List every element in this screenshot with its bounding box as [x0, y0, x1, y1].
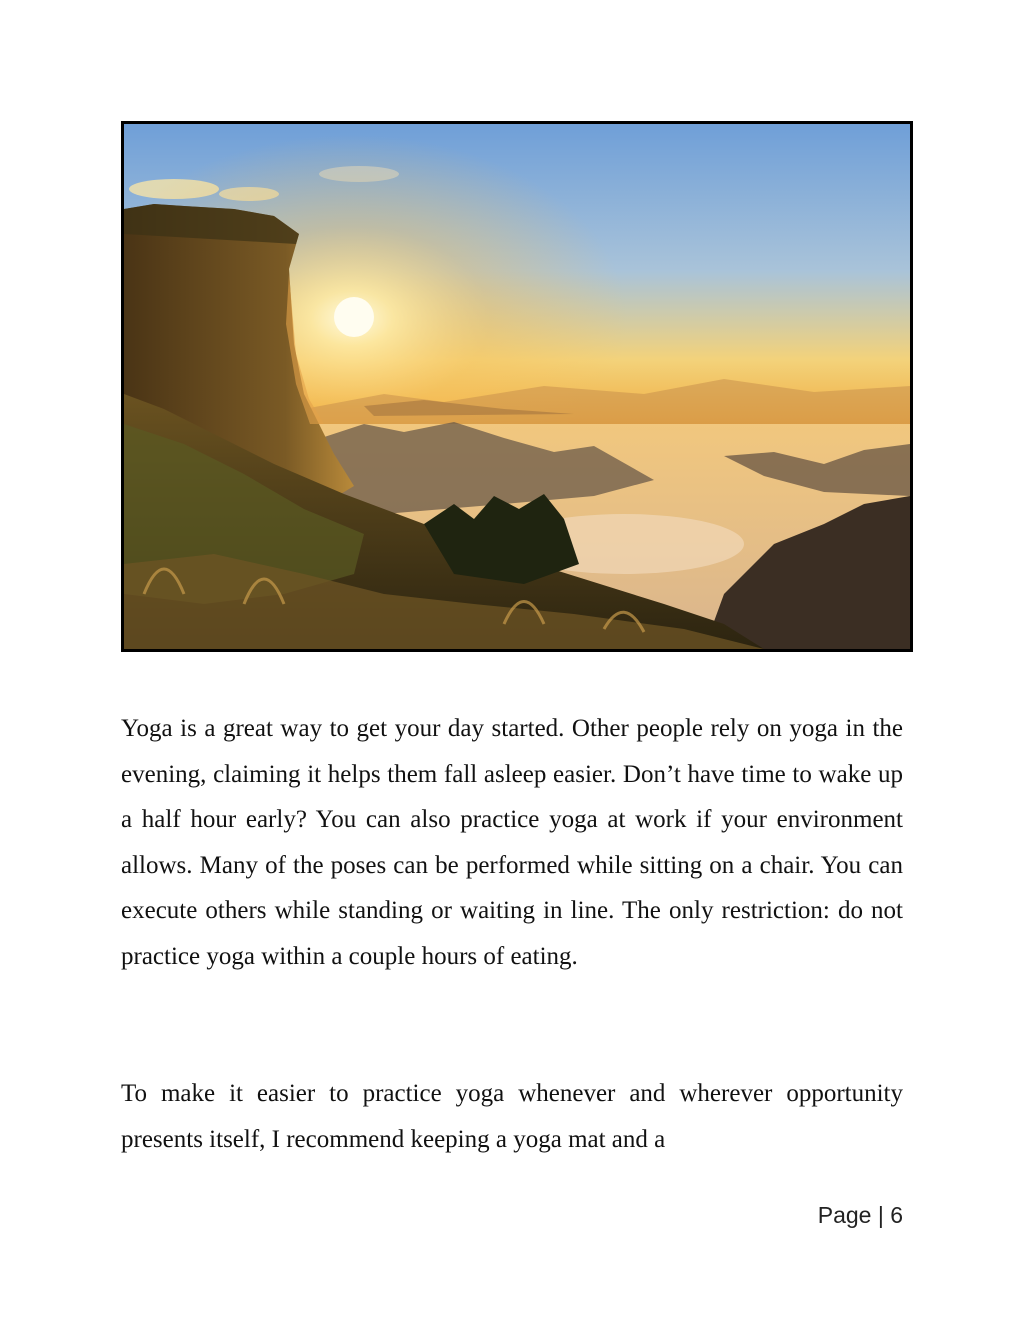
sunrise-photo — [121, 121, 913, 652]
page-number: Page | 6 — [817, 1202, 903, 1228]
body-paragraph: Yoga is a great way to get your day started. Other people rely on yoga in the evening, claiming it helps them fall asleep easier. Don’t have time to wake up a half hour early? You can also practice yoga at work if your environment allows. Many of the poses can be performed while sitting on a chair. You can execute others while standing or waiting in line. The only restriction: do not practice yoga within a couple hours of eating. — [121, 715, 903, 970]
body-paragraph: To make it easier to practice yoga whenever and wherever opportunity presents itself, I recommend keeping a yoga mat and a — [121, 1080, 903, 1153]
sunrise-landscape-image — [124, 124, 910, 649]
sun — [334, 297, 374, 337]
